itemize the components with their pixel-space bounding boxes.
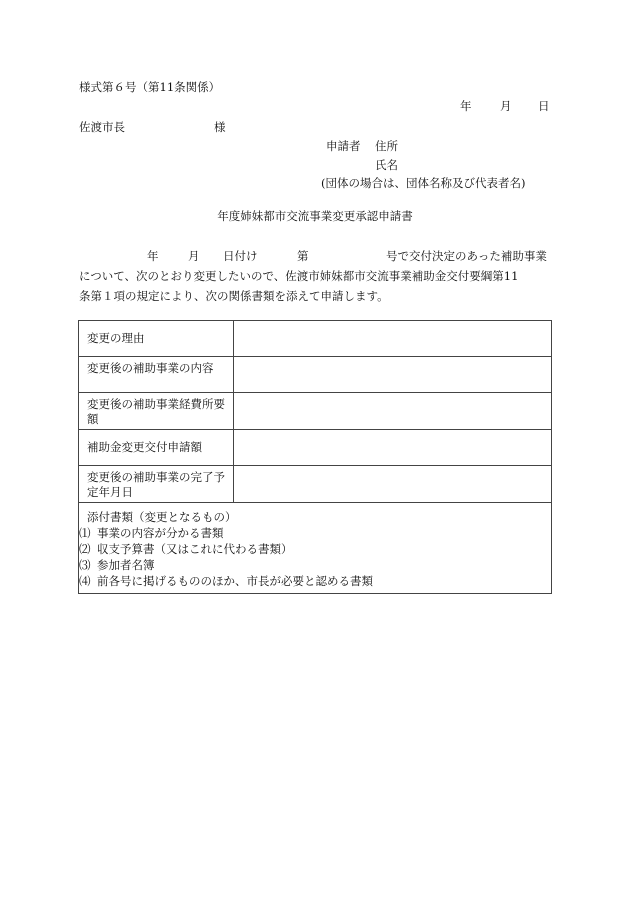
attachment-item [79, 525, 545, 541]
table-row [79, 430, 552, 466]
date-month-label: 月 [500, 99, 512, 113]
row-label-reason: 変更の理由 [79, 321, 234, 357]
row-label-content: 変更後の補助事業の内容 [79, 357, 234, 393]
attachments-cell [79, 503, 552, 594]
row-label-completion-date: 変更後の補助事業の完了予定年月日 [79, 466, 234, 503]
attachment-item [79, 541, 545, 557]
attachments-heading: 添付書類（変更となるもの） [87, 510, 237, 524]
table-row [79, 321, 552, 357]
row-value-content[interactable] [234, 357, 552, 393]
row-value-cost[interactable] [234, 393, 552, 430]
form-number: 様式第６号（第11条関係） [79, 80, 221, 94]
organization-note: (団体の場合は、団体名称及び代表者名) [321, 176, 526, 190]
applicant-address-label: 住所 [375, 139, 398, 153]
body-day: 日付け [223, 249, 258, 263]
table-row [79, 466, 552, 503]
attachment-number: ⑵ [79, 542, 91, 556]
attachment-item [79, 557, 545, 573]
row-value-reason[interactable] [234, 321, 552, 357]
attachment-text: 収支予算書（又はこれに代わる書類） [97, 542, 293, 556]
attachment-number: ⑷ [79, 574, 91, 588]
table-row [79, 393, 552, 430]
body-dai: 第 [297, 249, 309, 263]
body-line-1-tail: 号で交付決定のあった補助事業 [386, 249, 547, 263]
document-title: 年度姉妹都市交流事業変更承認申請書 [217, 209, 413, 223]
row-label-amount: 補助金変更交付申請額 [79, 430, 234, 466]
body-line-3: 条第１項の規定により、次の関係書類を添えて申請します。 [79, 289, 389, 303]
row-value-completion-date[interactable] [234, 466, 552, 503]
body-year: 年 [147, 249, 159, 263]
body-month: 月 [188, 249, 200, 263]
body-line-2: について、次のとおり変更したいので、佐渡市姉妹都市交流事業補助金交付要綱第11 [79, 269, 519, 283]
addressee [79, 120, 239, 134]
attachment-item [79, 573, 545, 589]
table-row [79, 357, 552, 393]
applicant-name-label: 氏名 [375, 158, 398, 172]
attachment-text: 参加者名簿 [97, 558, 155, 572]
attachment-text: 前各号に掲げるもののほか、市長が必要と認める書類 [97, 574, 373, 588]
body-line-1 [79, 249, 551, 269]
applicant-label: 申請者 [326, 139, 361, 153]
row-value-amount[interactable] [234, 430, 552, 466]
date-day-label: 日 [538, 99, 550, 113]
table-row-attachments [79, 503, 552, 594]
row-label-cost: 変更後の補助事業経費所要額 [79, 393, 234, 430]
addressee-honorific: 様 [214, 120, 226, 134]
application-table [78, 320, 552, 594]
attachment-number: ⑶ [79, 558, 91, 572]
date-year-label: 年 [460, 99, 472, 113]
attachment-number: ⑴ [79, 526, 91, 540]
addressee-name: 佐渡市長 [79, 120, 125, 134]
body-paragraph [79, 249, 551, 309]
attachment-text: 事業の内容が分かる書類 [97, 526, 224, 540]
